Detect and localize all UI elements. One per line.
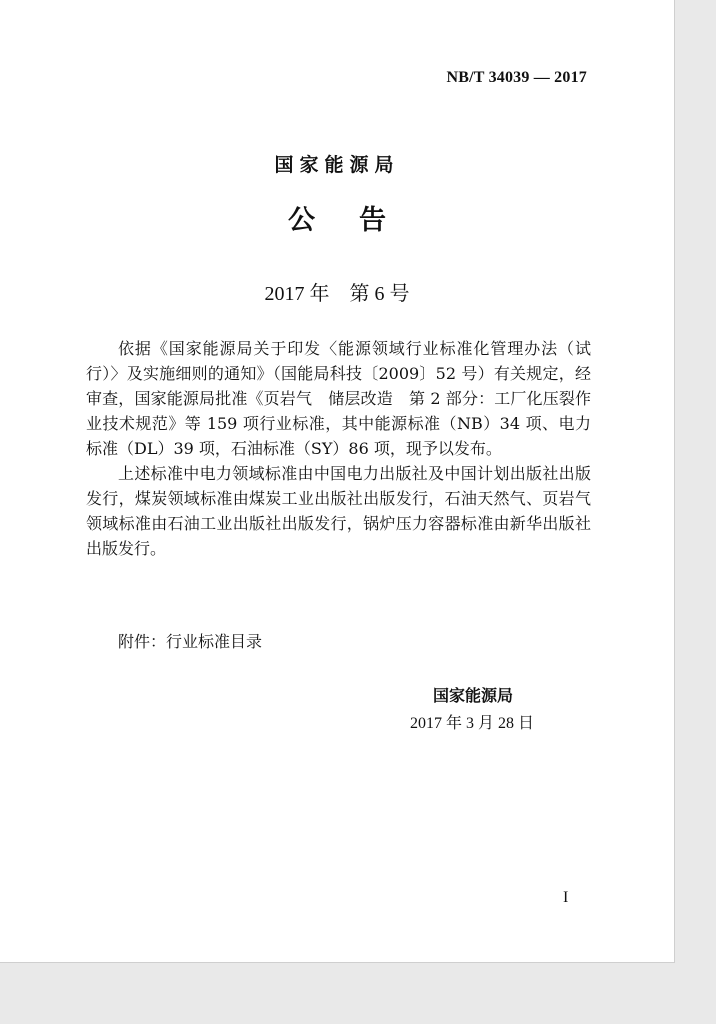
body-paragraph-2: 上述标准中电力领域标准由中国电力出版社及中国计划出版社出版发行，煤炭领域标准由煤炭工业出版社出版发行，石油天然气、页岩气领域标准由石油工业出版社出版发行，锅炉压力容器标准由新华出版社出版发行。 [86,464,591,558]
issue-number: 2017 年 第 6 号 [264,283,410,305]
notice-title [0,198,674,237]
notice-title-char-2: 告 [359,205,386,236]
notice-title-char-1: 公 [288,205,315,236]
issuing-agency: 国家能源局 [274,154,400,176]
body-paragraph-1: 依据《国家能源局关于印发〈能源领域行业标准化管理办法（试行）〉及实施细则的通知》（国能局科技〔2009〕52 号）有关规定，经审查，国家能源局批准《页岩气 储层改造 第 2 部分：工厂化压裂作业技术规范》等 159 项行业标准，其中能源标准（NB）34 项、电力标准（DL）39 项，石油标准（SY）86 项，现予以发布。 [86,339,591,458]
signature-date: 2017 年 3 月 28 日 [410,715,535,732]
attachment-line: 附件：行业标准目录 [118,632,263,651]
standard-code: NB/T 34039 — 2017 [446,69,587,86]
notice-body [86,336,591,561]
page-number: I [563,889,569,906]
signature-organization: 国家能源局 [433,686,514,705]
